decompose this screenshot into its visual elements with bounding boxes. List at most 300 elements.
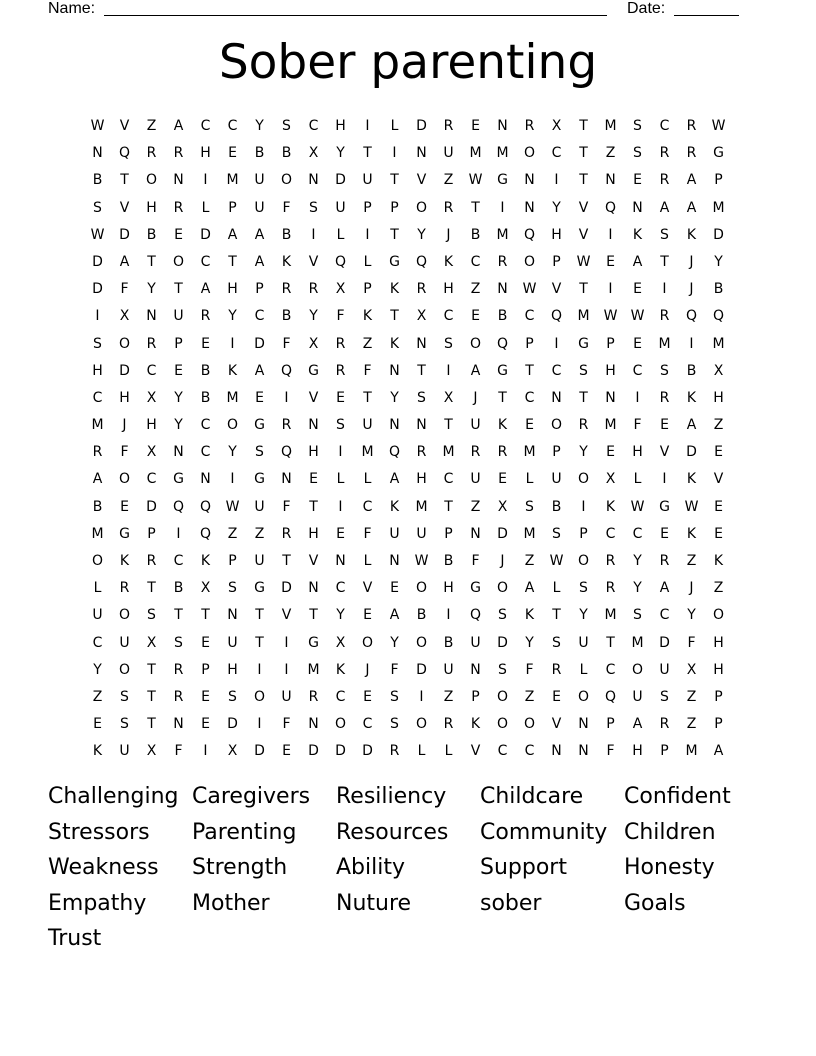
- word-bank-item: Mother: [192, 890, 270, 916]
- grid-letter: T: [147, 253, 156, 270]
- grid-letter: K: [227, 362, 238, 379]
- grid-letter: S: [255, 444, 264, 461]
- grid-letter: I: [284, 634, 289, 651]
- grid-letter: I: [608, 281, 613, 298]
- grid-letter: P: [390, 199, 399, 216]
- grid-letter: N: [470, 661, 481, 678]
- grid-letter: Y: [633, 553, 642, 569]
- grid-letter: G: [470, 580, 481, 597]
- grid-letter: K: [389, 335, 400, 352]
- grid-letter: R: [659, 145, 670, 162]
- grid-letter: D: [119, 226, 130, 243]
- grid-letter: U: [119, 634, 130, 651]
- grid-letter: P: [552, 253, 561, 270]
- grid-letter: A: [470, 362, 481, 379]
- grid-letter: M: [523, 444, 536, 461]
- grid-letter: R: [443, 716, 454, 733]
- grid-letter: G: [578, 335, 589, 352]
- grid-letter: O: [523, 716, 536, 733]
- grid-letter: N: [524, 172, 535, 189]
- grid-letter: C: [146, 362, 157, 379]
- grid-letter: I: [419, 688, 424, 705]
- grid-letter: N: [200, 471, 211, 488]
- grid-letter: T: [444, 498, 453, 515]
- grid-letter: X: [497, 498, 508, 515]
- grid-letter: V: [551, 716, 562, 733]
- grid-letter: F: [282, 335, 291, 352]
- grid-letter: G: [308, 634, 319, 651]
- grid-letter: I: [689, 335, 694, 352]
- grid-letter: I: [230, 335, 235, 352]
- grid-letter: E: [633, 172, 642, 189]
- grid-letter: E: [660, 417, 669, 434]
- grid-letter: L: [336, 226, 345, 243]
- grid-letter: V: [308, 553, 319, 569]
- grid-letter: R: [659, 389, 670, 406]
- grid-letter: N: [551, 743, 562, 760]
- grid-letter: K: [524, 607, 535, 624]
- grid-letter: E: [606, 253, 615, 270]
- grid-letter: Y: [147, 281, 156, 298]
- grid-letter: S: [444, 335, 453, 352]
- grid-letter: B: [200, 389, 211, 406]
- grid-letter: S: [552, 525, 561, 542]
- grid-letter: W: [225, 498, 240, 515]
- grid-letter: B: [92, 172, 103, 189]
- grid-letter: T: [552, 607, 561, 624]
- grid-letter: Y: [336, 145, 345, 162]
- grid-letter: U: [443, 145, 454, 162]
- grid-letter: O: [145, 172, 158, 189]
- grid-letter: J: [446, 226, 451, 243]
- grid-letter: R: [200, 308, 211, 325]
- grid-letter: X: [119, 308, 130, 325]
- grid-letter: Z: [146, 118, 157, 134]
- grid-letter: Q: [523, 226, 536, 243]
- grid-letter: P: [363, 199, 372, 216]
- grid-letter: O: [118, 607, 131, 624]
- grid-letter: P: [444, 525, 453, 542]
- grid-letter: M: [91, 525, 104, 542]
- grid-letter: H: [335, 118, 346, 134]
- word-bank-item: Trust: [48, 926, 102, 951]
- grid-letter: E: [309, 471, 318, 488]
- grid-letter: T: [579, 172, 588, 189]
- grid-letter: S: [390, 688, 399, 705]
- grid-letter: A: [524, 580, 535, 597]
- grid-letter: T: [228, 253, 237, 270]
- grid-letter: S: [633, 607, 642, 624]
- grid-letter: P: [606, 335, 615, 352]
- grid-letter: L: [363, 553, 372, 569]
- grid-letter: N: [389, 553, 400, 569]
- grid-letter: H: [119, 389, 130, 406]
- date-blank-line: [674, 15, 739, 16]
- grid-letter: Q: [172, 498, 185, 515]
- grid-letter: N: [173, 444, 184, 461]
- grid-letter: I: [284, 661, 289, 678]
- grid-letter: O: [496, 716, 509, 733]
- grid-letter: R: [497, 444, 508, 461]
- grid-letter: K: [389, 498, 400, 515]
- grid-letter: V: [713, 471, 724, 488]
- grid-letter: Q: [550, 308, 563, 325]
- grid-letter: U: [578, 634, 589, 651]
- grid-letter: R: [497, 253, 508, 270]
- grid-letter: I: [176, 525, 181, 542]
- grid-letter: B: [497, 308, 508, 325]
- grid-letter: D: [416, 661, 427, 678]
- grid-letter: I: [635, 389, 640, 406]
- grid-letter: R: [524, 118, 535, 134]
- grid-letter: A: [713, 743, 724, 760]
- grid-letter: F: [174, 743, 183, 760]
- grid-letter: G: [497, 172, 508, 189]
- grid-letter: C: [362, 716, 373, 733]
- grid-letter: F: [336, 308, 345, 325]
- grid-letter: N: [605, 172, 616, 189]
- grid-letter: E: [525, 417, 534, 434]
- grid-letter: K: [686, 525, 697, 542]
- grid-letter: S: [660, 362, 669, 379]
- grid-letter: Z: [362, 335, 373, 352]
- grid-letter: R: [686, 145, 697, 162]
- grid-letter: F: [363, 525, 372, 542]
- grid-letter: N: [173, 172, 184, 189]
- grid-letter: H: [713, 661, 724, 678]
- grid-letter: L: [417, 743, 426, 760]
- grid-letter: A: [92, 471, 103, 488]
- grid-letter: L: [579, 661, 588, 678]
- grid-letter: Y: [687, 607, 696, 624]
- grid-letter: J: [500, 553, 505, 569]
- grid-letter: R: [281, 417, 292, 434]
- grid-letter: R: [659, 553, 670, 569]
- grid-letter: D: [497, 634, 508, 651]
- grid-letter: C: [497, 743, 508, 760]
- grid-letter: N: [524, 199, 535, 216]
- grid-letter: H: [200, 145, 211, 162]
- grid-letter: I: [608, 226, 613, 243]
- grid-letter: V: [308, 389, 319, 406]
- grid-letter: N: [389, 417, 400, 434]
- grid-letter: Y: [417, 226, 426, 243]
- grid-letter: E: [228, 145, 237, 162]
- grid-letter: I: [446, 362, 451, 379]
- grid-letter: G: [173, 471, 184, 488]
- grid-letter: T: [579, 118, 588, 134]
- grid-letter: U: [173, 308, 184, 325]
- grid-letter: V: [119, 118, 130, 134]
- grid-letter: N: [173, 716, 184, 733]
- grid-letter: C: [335, 688, 346, 705]
- grid-letter: B: [443, 553, 454, 569]
- word-bank-item: Resiliency: [336, 784, 447, 809]
- grid-letter: O: [550, 417, 563, 434]
- grid-letter: P: [660, 743, 669, 760]
- grid-letter: X: [146, 389, 157, 406]
- grid-letter: X: [308, 145, 319, 162]
- word-bank-item: Challenging: [48, 784, 179, 809]
- grid-letter: Z: [713, 417, 724, 434]
- grid-letter: W: [630, 498, 645, 515]
- grid-letter: M: [523, 525, 536, 542]
- grid-letter: G: [713, 145, 724, 162]
- grid-letter: G: [119, 525, 130, 542]
- grid-letter: R: [659, 716, 670, 733]
- grid-letter: K: [605, 498, 616, 515]
- grid-letter: Z: [227, 525, 238, 542]
- grid-letter: O: [631, 661, 644, 678]
- grid-letter: C: [335, 580, 346, 597]
- grid-letter: D: [281, 580, 292, 597]
- grid-letter: R: [308, 688, 319, 705]
- grid-letter: H: [92, 362, 103, 379]
- grid-letter: I: [338, 444, 343, 461]
- grid-letter: M: [685, 743, 698, 760]
- grid-letter: T: [579, 281, 588, 298]
- word-bank-item: Support: [480, 855, 567, 880]
- grid-letter: R: [443, 199, 454, 216]
- grid-letter: Y: [579, 607, 588, 624]
- grid-letter: S: [660, 688, 669, 705]
- grid-letter: R: [416, 444, 427, 461]
- grid-letter: N: [308, 417, 319, 434]
- grid-letter: T: [201, 607, 210, 624]
- grid-letter: P: [714, 716, 723, 733]
- grid-letter: O: [172, 253, 185, 270]
- grid-letter: Q: [334, 253, 347, 270]
- grid-letter: Q: [469, 607, 482, 624]
- grid-letter: U: [254, 498, 265, 515]
- grid-letter: Z: [470, 281, 481, 298]
- grid-letter: C: [308, 118, 319, 134]
- grid-letter: I: [554, 172, 559, 189]
- grid-letter: H: [308, 525, 319, 542]
- grid-letter: Y: [579, 444, 588, 461]
- grid-letter: D: [254, 743, 265, 760]
- grid-letter: O: [91, 553, 104, 569]
- grid-letter: C: [200, 253, 211, 270]
- grid-letter: S: [498, 607, 507, 624]
- grid-letter: A: [632, 716, 643, 733]
- grid-letter: E: [174, 226, 183, 243]
- name-blank-line: [104, 15, 607, 16]
- grid-letter: T: [498, 389, 507, 406]
- grid-letter: U: [470, 417, 481, 434]
- grid-letter: N: [578, 716, 589, 733]
- word-bank-item: Confident: [624, 784, 731, 809]
- grid-letter: S: [93, 199, 102, 216]
- grid-letter: X: [146, 743, 157, 760]
- grid-letter: F: [282, 199, 291, 216]
- grid-letter: M: [496, 145, 509, 162]
- grid-letter: Q: [280, 362, 293, 379]
- grid-letter: I: [95, 308, 100, 325]
- grid-letter: T: [255, 607, 264, 624]
- grid-letter: M: [712, 199, 725, 216]
- grid-letter: G: [308, 362, 319, 379]
- grid-letter: M: [361, 444, 374, 461]
- grid-letter: A: [389, 607, 400, 624]
- grid-letter: R: [578, 417, 589, 434]
- grid-letter: Y: [525, 634, 534, 651]
- grid-letter: D: [227, 716, 238, 733]
- grid-letter: S: [579, 580, 588, 597]
- grid-letter: I: [662, 281, 667, 298]
- grid-letter: D: [686, 444, 697, 461]
- grid-letter: R: [335, 362, 346, 379]
- grid-letter: P: [525, 335, 534, 352]
- grid-letter: D: [335, 743, 346, 760]
- grid-letter: I: [257, 716, 262, 733]
- grid-letter: S: [579, 362, 588, 379]
- grid-letter: Y: [336, 607, 345, 624]
- grid-letter: U: [254, 172, 265, 189]
- grid-letter: S: [120, 716, 129, 733]
- grid-letter: S: [390, 716, 399, 733]
- grid-letter: C: [605, 525, 616, 542]
- grid-letter: Q: [199, 525, 212, 542]
- word-bank-item: Parenting: [192, 819, 297, 845]
- grid-letter: C: [551, 362, 562, 379]
- grid-letter: Q: [388, 444, 401, 461]
- grid-letter: C: [659, 118, 670, 134]
- grid-letter: T: [363, 145, 372, 162]
- grid-letter: B: [551, 498, 562, 515]
- grid-letter: N: [497, 281, 508, 298]
- grid-letter: N: [92, 145, 103, 162]
- word-bank-item: Honesty: [624, 855, 715, 880]
- grid-letter: C: [605, 661, 616, 678]
- grid-letter: I: [446, 607, 451, 624]
- grid-letter: S: [525, 498, 534, 515]
- grid-letter: S: [147, 607, 156, 624]
- grid-letter: C: [92, 634, 103, 651]
- grid-letter: O: [415, 716, 428, 733]
- grid-letter: U: [632, 688, 643, 705]
- grid-letter: S: [282, 118, 291, 134]
- grid-letter: H: [551, 226, 562, 243]
- grid-letter: U: [551, 471, 562, 488]
- grid-letter: D: [497, 525, 508, 542]
- grid-letter: D: [713, 226, 724, 243]
- grid-letter: N: [497, 118, 508, 134]
- grid-letter: E: [201, 688, 210, 705]
- grid-letter: C: [227, 118, 238, 134]
- grid-letter: A: [227, 226, 238, 243]
- grid-letter: O: [118, 471, 131, 488]
- grid-letter: U: [362, 172, 373, 189]
- grid-letter: E: [714, 444, 723, 461]
- grid-letter: S: [552, 634, 561, 651]
- grid-letter: O: [226, 417, 239, 434]
- grid-letter: O: [469, 335, 482, 352]
- grid-letter: K: [713, 553, 724, 569]
- grid-letter: T: [471, 199, 480, 216]
- grid-letter: T: [309, 607, 318, 624]
- word-bank-item: Stressors: [48, 819, 150, 845]
- grid-letter: K: [686, 389, 697, 406]
- grid-letter: H: [443, 281, 454, 298]
- grid-letter: X: [200, 580, 211, 597]
- grid-letter: H: [632, 444, 643, 461]
- grid-letter: U: [254, 553, 265, 569]
- grid-letter: U: [362, 417, 373, 434]
- grid-letter: A: [254, 253, 265, 270]
- grid-letter: N: [389, 362, 400, 379]
- grid-letter: F: [633, 417, 642, 434]
- word-bank-item: Weakness: [48, 855, 159, 880]
- grid-letter: P: [714, 172, 723, 189]
- grid-letter: T: [417, 362, 426, 379]
- grid-letter: U: [254, 199, 265, 216]
- grid-letter: U: [335, 199, 346, 216]
- grid-letter: P: [228, 553, 237, 569]
- grid-letter: Z: [443, 172, 454, 189]
- grid-letter: T: [390, 172, 399, 189]
- grid-letter: P: [201, 661, 210, 678]
- word-bank-item: Childcare: [480, 784, 584, 809]
- grid-letter: Z: [254, 525, 265, 542]
- grid-letter: W: [630, 308, 645, 325]
- grid-letter: R: [173, 145, 184, 162]
- grid-letter: Z: [686, 716, 697, 733]
- grid-letter: M: [91, 417, 104, 434]
- grid-letter: X: [146, 444, 157, 461]
- grid-letter: T: [147, 688, 156, 705]
- grid-letter: O: [496, 688, 509, 705]
- grid-letter: T: [255, 634, 264, 651]
- grid-letter: F: [120, 281, 129, 298]
- grid-letter: M: [415, 498, 428, 515]
- grid-letter: L: [390, 118, 399, 134]
- grid-letter: H: [713, 634, 724, 651]
- grid-letter: Y: [174, 417, 183, 434]
- grid-letter: A: [119, 253, 130, 270]
- grid-letter: G: [659, 498, 670, 515]
- grid-letter: P: [552, 444, 561, 461]
- grid-letter: O: [415, 580, 428, 597]
- grid-letter: P: [174, 335, 183, 352]
- grid-letter: R: [146, 553, 157, 569]
- grid-letter: A: [686, 172, 697, 189]
- grid-letter: F: [282, 498, 291, 515]
- grid-letter: G: [254, 417, 265, 434]
- grid-letter: N: [416, 417, 427, 434]
- word-bank-item: Nuture: [336, 890, 412, 916]
- grid-letter: D: [659, 634, 670, 651]
- grid-letter: I: [365, 118, 370, 134]
- grid-letter: H: [227, 281, 238, 298]
- grid-letter: C: [443, 308, 454, 325]
- grid-letter: F: [525, 661, 534, 678]
- grid-letter: X: [686, 661, 697, 678]
- grid-letter: R: [389, 743, 400, 760]
- grid-letter: A: [254, 226, 265, 243]
- grid-letter: S: [228, 580, 237, 597]
- grid-letter: P: [363, 281, 372, 298]
- grid-letter: Q: [415, 253, 428, 270]
- grid-letter: H: [632, 743, 643, 760]
- grid-letter: C: [524, 389, 535, 406]
- grid-letter: Y: [552, 199, 561, 216]
- grid-letter: X: [551, 118, 562, 134]
- grid-letter: R: [92, 444, 103, 461]
- grid-letter: K: [362, 308, 373, 325]
- grid-letter: X: [416, 308, 427, 325]
- grid-letter: B: [146, 226, 157, 243]
